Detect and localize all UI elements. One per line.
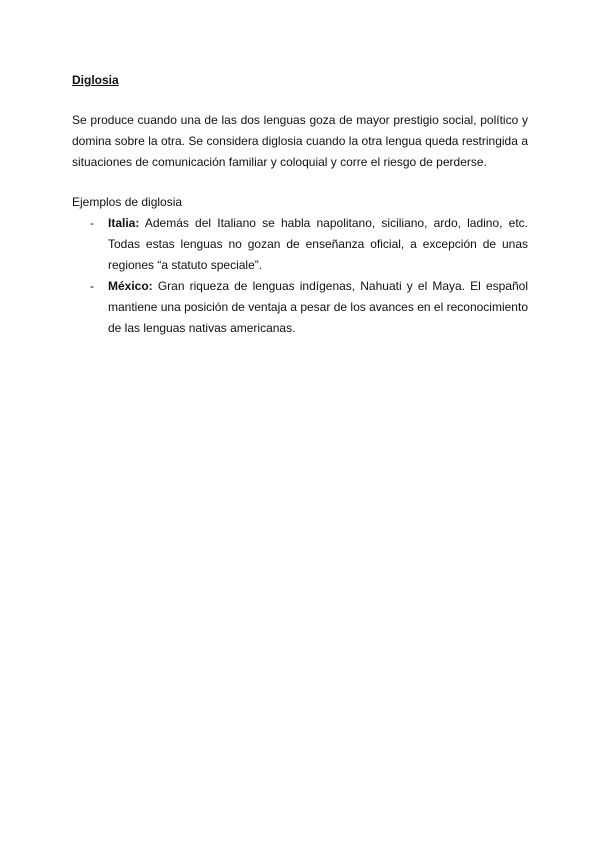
document-body	[72, 70, 528, 339]
example-term: Italia:	[108, 216, 140, 230]
examples-heading: Ejemplos de diglosia	[72, 195, 183, 209]
definition-paragraph: Se produce cuando una de las dos lenguas goza de mayor prestigio social, político y domina sobre la otra. Se considera diglosia cuando la otra lengua queda restringida a situaciones de comunicación familiar y coloquial y corre el riesgo de perderse.	[72, 113, 528, 169]
list-bullet: -	[90, 216, 94, 230]
section-title: Diglosia	[72, 73, 119, 87]
example-text: Gran riqueza de lenguas indígenas, Nahuati y el Maya. El español mantiene una posición de ventaja a pesar de los avances en el reconocimiento de las lenguas nativas americanas.	[108, 279, 529, 335]
example-term: México:	[108, 279, 153, 293]
example-item-italia	[72, 213, 528, 276]
example-text: Además del Italiano se habla napolitano, siciliano, ardo, ladino, etc. Todas estas lenguas no gozan de enseñanza oficial, a excepción de unas regiones “a statuto speciale”.	[108, 216, 529, 272]
examples-list	[72, 213, 528, 339]
list-bullet: -	[90, 279, 94, 293]
example-item-mexico	[72, 276, 528, 339]
